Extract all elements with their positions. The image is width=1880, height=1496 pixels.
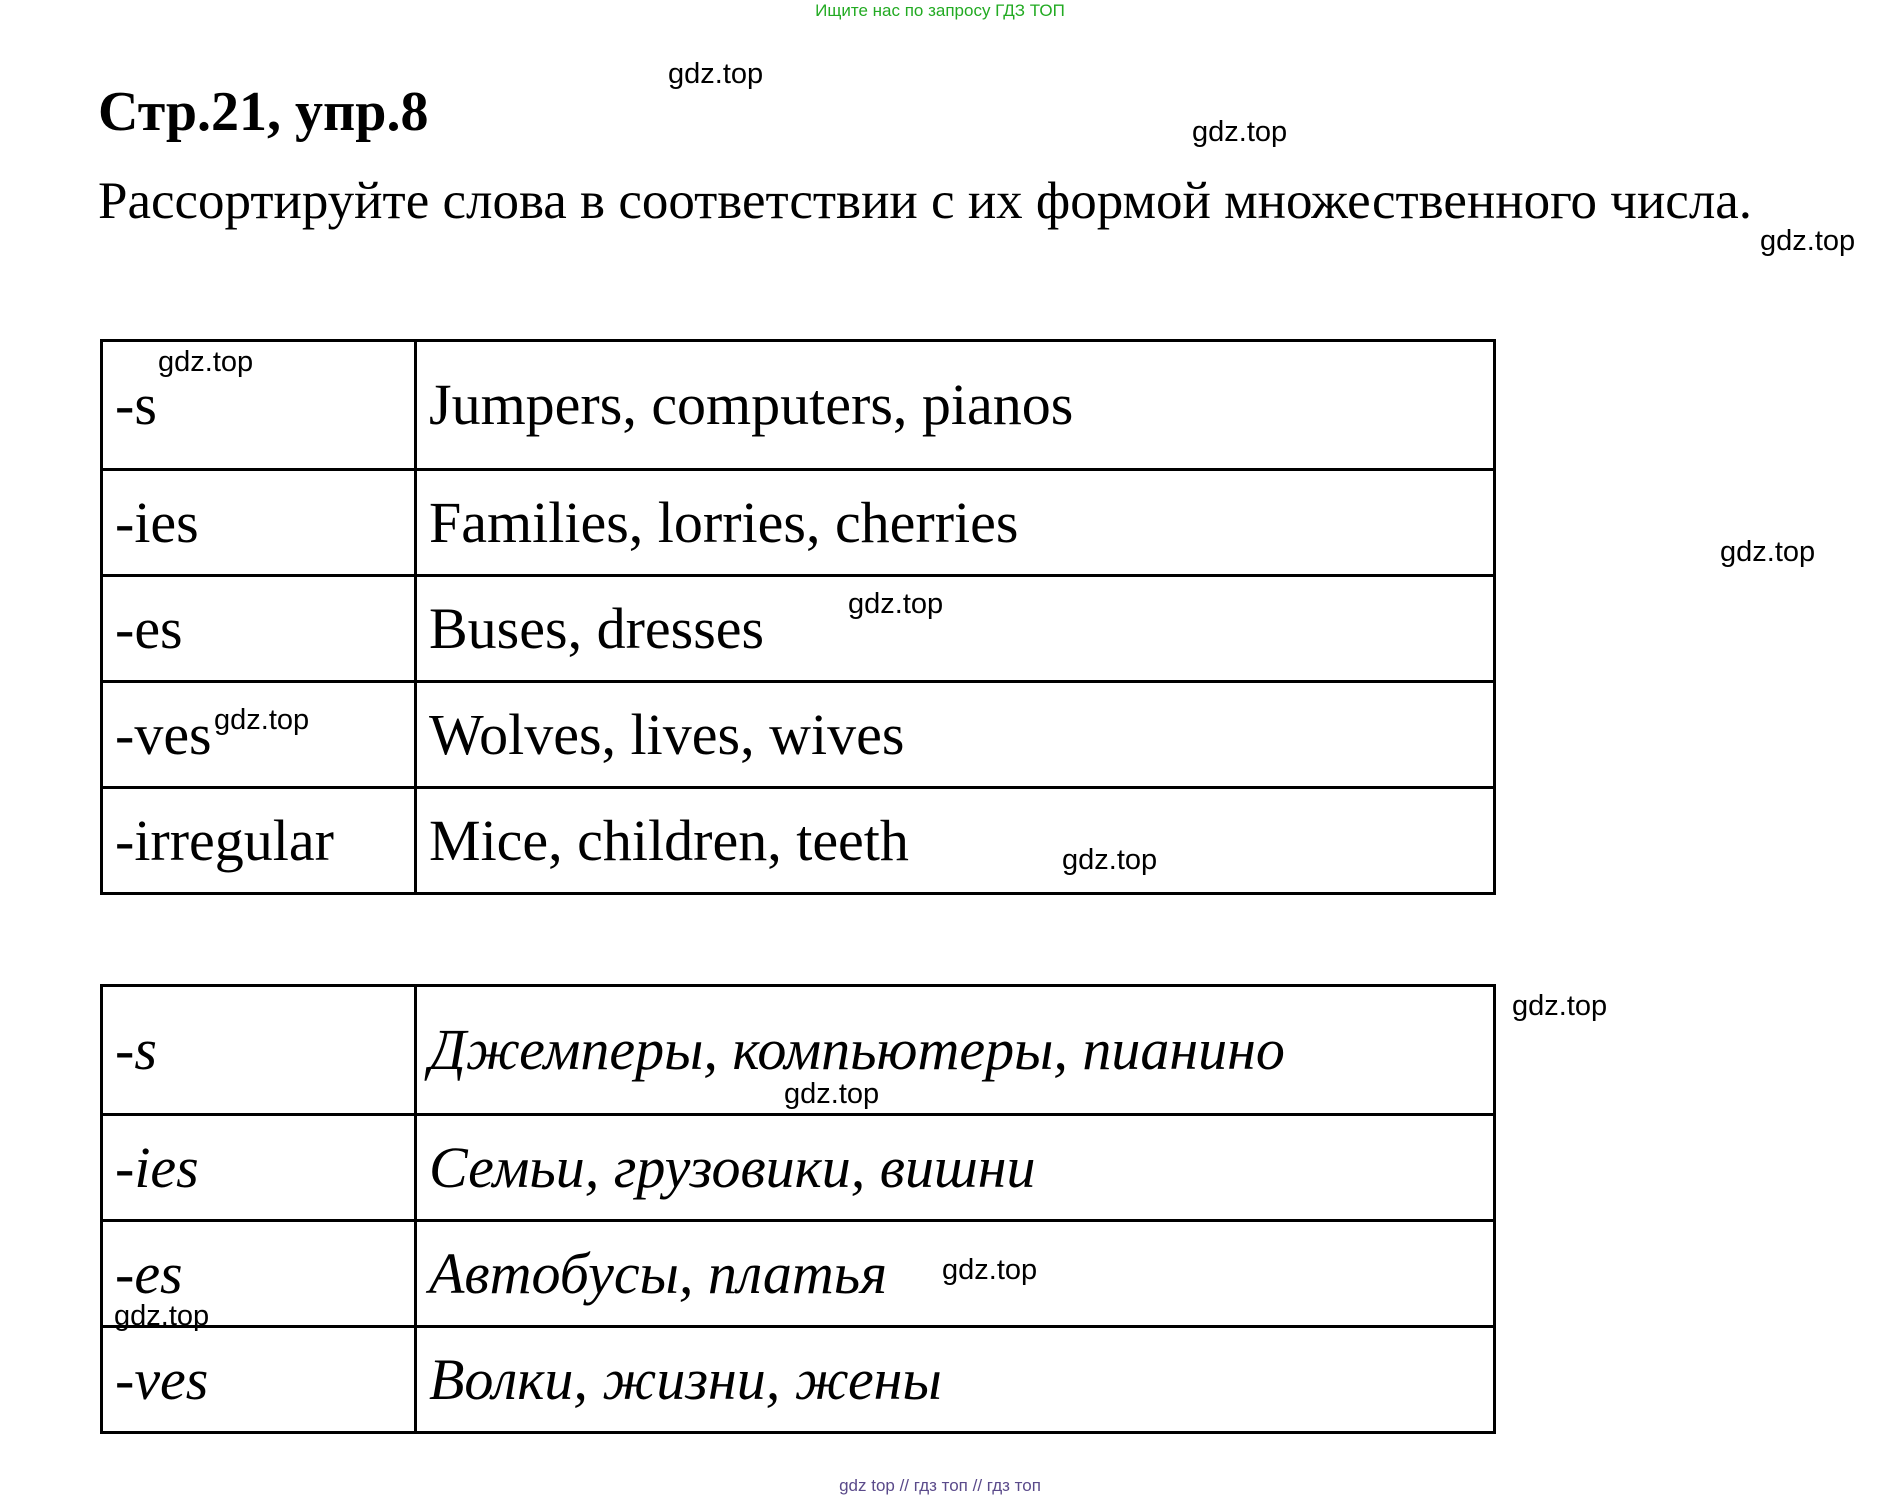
words-cell: Wolves, lives, wives <box>416 682 1495 788</box>
ending-cell: -s <box>102 986 416 1115</box>
watermark: gdz.top <box>1760 225 1856 257</box>
table-row <box>102 1327 1495 1433</box>
watermark: gdz.top <box>1192 116 1288 148</box>
plural-table-russian <box>100 984 1496 1434</box>
table-row <box>102 788 1495 894</box>
ending-cell: -ies <box>102 1115 416 1221</box>
watermark: gdz.top <box>1720 536 1816 568</box>
words-cell: Волки, жизни, жены <box>416 1327 1495 1433</box>
words-cell: Семьи, грузовики, вишни <box>416 1115 1495 1221</box>
watermark: gdz.top <box>214 704 310 736</box>
ending-cell: -ies <box>102 470 416 576</box>
ending-cell: -es <box>102 1221 416 1327</box>
words-cell: Джемперы, компьютеры, пианино <box>416 986 1495 1115</box>
watermark: gdz.top <box>668 58 764 90</box>
words-cell: Buses, dresses <box>416 576 1495 682</box>
task-text: Рассортируйте слова в соответствии с их формой множественного числа. <box>98 172 1753 230</box>
words-cell: Mice, children, teeth <box>416 788 1495 894</box>
ending-cell: -es <box>102 576 416 682</box>
watermark: gdz.top <box>1512 990 1608 1022</box>
table-row <box>102 1115 1495 1221</box>
words-cell: Families, lorries, cherries <box>416 470 1495 576</box>
ending-cell: -irregular <box>102 788 416 894</box>
words-cell: Jumpers, computers, pianos <box>416 341 1495 470</box>
table-row <box>102 576 1495 682</box>
footer-watermark: gdz top // гдз топ // гдз топ <box>839 1476 1041 1495</box>
table-row <box>102 470 1495 576</box>
ending-cell: -s <box>102 341 416 470</box>
table-row <box>102 682 1495 788</box>
plural-table-english <box>100 339 1496 895</box>
table-row <box>102 341 1495 470</box>
ending-cell: -ves <box>102 1327 416 1433</box>
page-title: Стр.21, упр.8 <box>98 81 429 143</box>
top-banner: Ищите нас по запросу ГДЗ ТОП <box>815 1 1065 20</box>
table-row <box>102 1221 1495 1327</box>
watermark: gdz.top <box>158 346 254 378</box>
words-cell: Автобусы, платья <box>416 1221 1495 1327</box>
watermark: gdz.top <box>114 1300 210 1332</box>
watermark: gdz.top <box>1062 844 1158 876</box>
ending-cell: -ves <box>102 682 416 788</box>
watermark: gdz.top <box>784 1078 880 1110</box>
watermark: gdz.top <box>942 1254 1038 1286</box>
watermark: gdz.top <box>848 588 944 620</box>
